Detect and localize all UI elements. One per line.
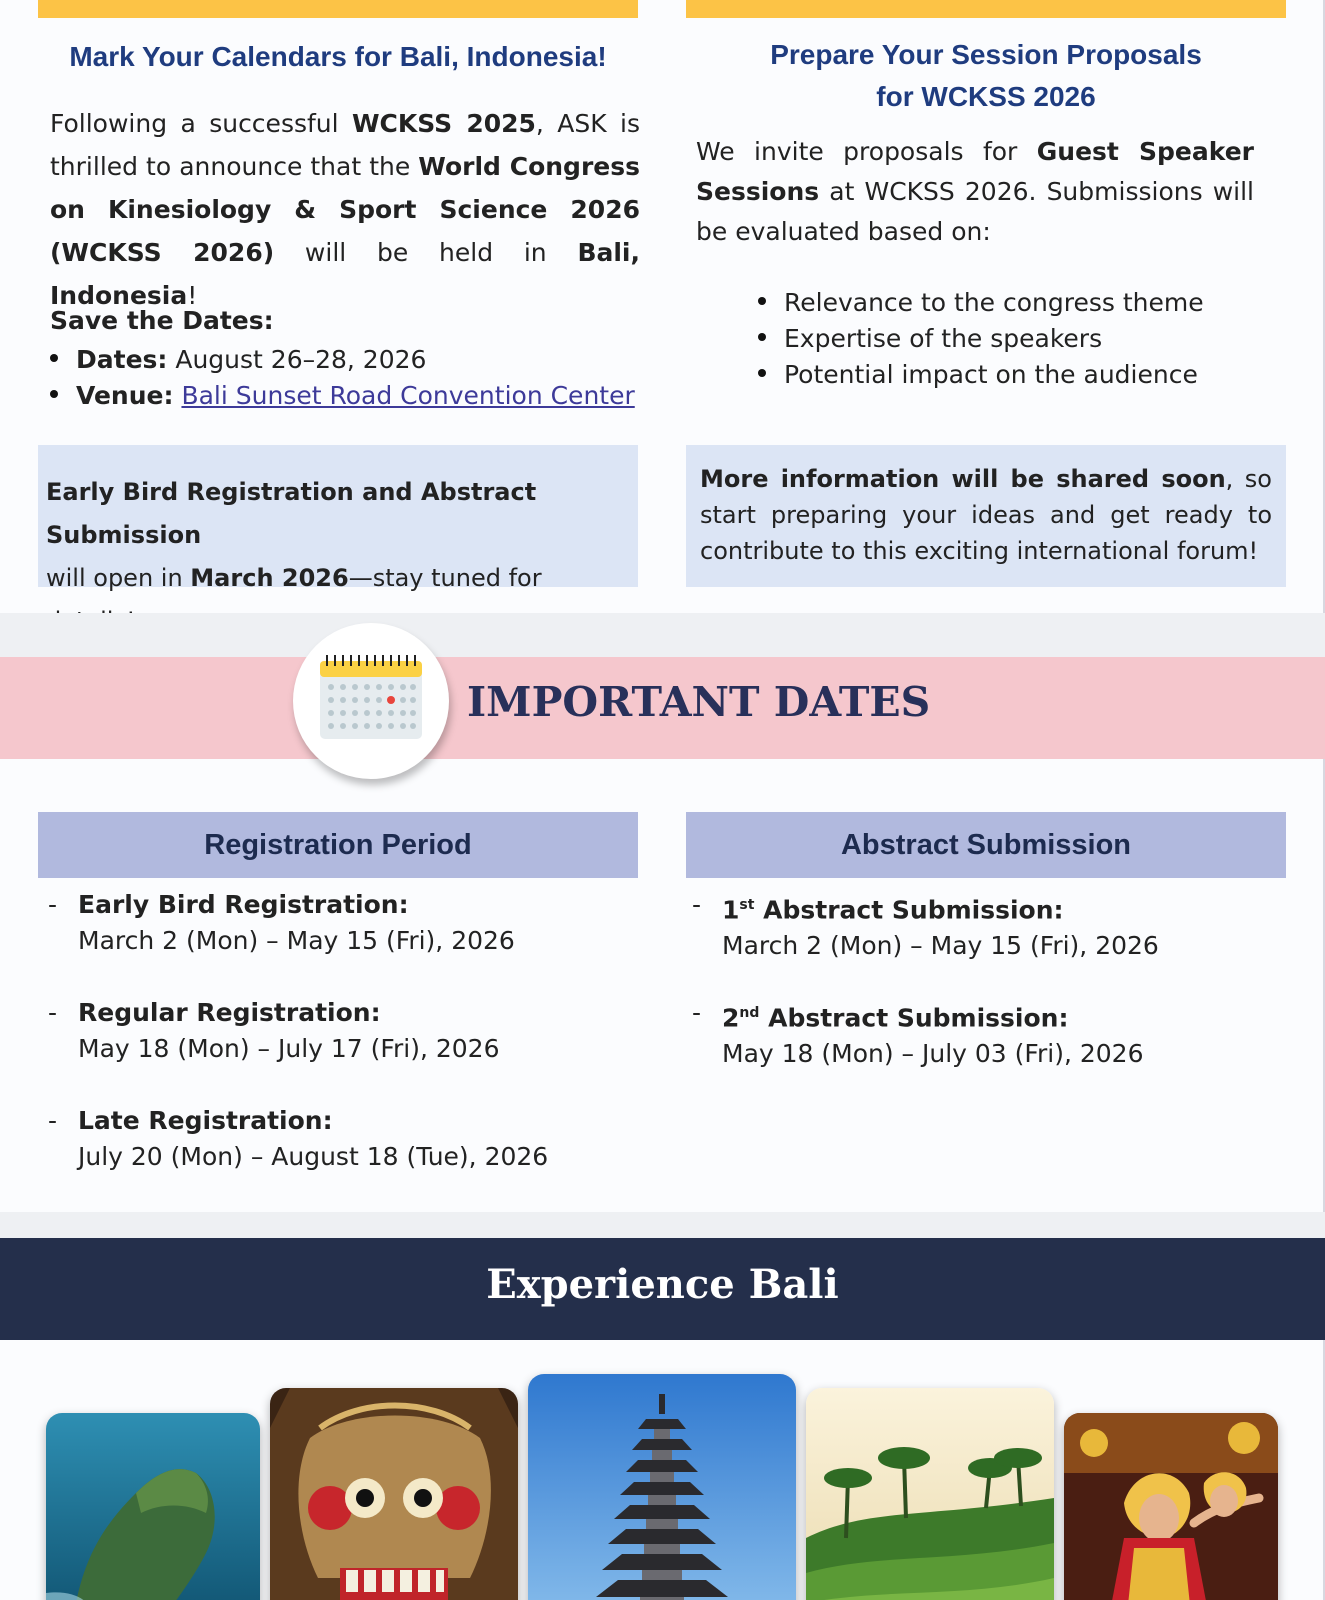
criteria-text: Potential impact on the audience [784,360,1198,389]
abstract-ordinal: st [739,897,755,913]
venue-bullet [50,378,635,414]
proposals-title [686,34,1286,118]
proposals-title-line1: Prepare Your Session Proposals [770,39,1202,70]
dates-value: August 26–28, 2026 [167,345,427,374]
dash-marker: - [692,998,702,1027]
registration-item [48,995,500,1067]
early-bird-notice [38,445,638,592]
registration-item [48,1103,549,1175]
abstract-label [722,887,1159,928]
notice-bold-month: March 2026 [190,564,349,592]
registration-dates: July 20 (Mon) – August 18 (Tue), 2026 [78,1142,549,1171]
registration-item [48,887,515,959]
abstract-item [692,995,1144,1072]
photo-temple-pagoda [528,1374,796,1600]
intro-bold-wckss2025: WCKSS 2025 [351,109,536,138]
abstract-label [722,995,1143,1036]
intro-bold-congress: World Congress on Kinesiology & Sport Science 2026 (WCKSS 2026) [50,152,641,267]
proposals-intro [696,132,1254,252]
calendar-icon [293,623,449,779]
dates-label: Dates: [76,345,168,374]
bullet-dot [758,297,766,305]
abstract-dates: March 2 (Mon) – May 15 (Fri), 2026 [722,931,1159,961]
calendars-intro [50,102,640,317]
abstract-ordinal: nd [739,1005,760,1021]
calendars-title: Mark Your Calendars for Bali, Indonesia! [69,41,607,72]
photo-coastal-cliff [46,1413,260,1600]
registration-label: Regular Registration: [78,998,381,1027]
abstract-label-text: Abstract Submission: [754,895,1064,925]
notice-text-2: —stay tuned for [348,564,542,592]
venue-link[interactable]: Bali Sunset Road Convention Center [181,381,635,410]
registration-label: Early Bird Registration: [78,890,409,919]
more-info-notice [686,445,1286,587]
registration-label: Late Registration: [78,1106,333,1135]
left-accent-bar [38,0,638,18]
notice-text: , so start preparing your ideas and get ready to contribute to this exciting international forum! [700,465,1272,565]
save-the-dates-heading: Save the Dates: [50,306,274,335]
notice-text-1: will open in [46,564,191,592]
criteria-item [758,285,1204,321]
important-dates-title: IMPORTANT DATES [467,678,931,726]
intro-text-2: , ASK is thrilled to announce that the [50,109,640,181]
intro-text-3: will be held in [274,238,578,267]
photo-barong-mask [270,1388,518,1600]
criteria-item [758,321,1102,357]
registration-period-heading: Registration Period [38,812,638,878]
bullet-dot [50,390,58,398]
notice-bold-early-bird: Early Bird Registration and Abstract Submission [46,478,537,549]
bullet-dot [50,354,58,362]
calendar-badge [293,623,449,779]
abstract-number: 1 [722,895,740,925]
proposals-text-2: at WCKSS 2026. Submissions will be evaluated based on: [696,177,1254,246]
proposals-title-line2: for WCKSS 2026 [876,81,1096,112]
dash-marker: - [48,998,58,1027]
bullet-dot [758,333,766,341]
proposals-bold-guest-sessions: Guest Speaker Sessions [696,137,1254,206]
abstract-dates: May 18 (Mon) – July 03 (Fri), 2026 [722,1039,1144,1069]
abstract-label-text: Abstract Submission: [759,1003,1069,1033]
photo-rice-terraces [806,1388,1054,1600]
abstract-submission-heading: Abstract Submission [686,812,1286,878]
experience-title: Experience Bali [486,1261,839,1308]
notice-bold-more-info: More information will be shared soon [700,465,1226,493]
intro-text-1: Following a successful [50,109,352,138]
registration-dates: May 18 (Mon) – July 17 (Fri), 2026 [78,1034,500,1063]
criteria-item [758,357,1198,393]
photo-balinese-dancers [1064,1413,1278,1600]
abstract-item [692,887,1159,964]
proposals-text-1: We invite proposals for [696,137,1037,166]
criteria-text: Relevance to the congress theme [784,288,1204,317]
intro-text-4: ! [187,281,198,310]
dash-marker: - [692,890,702,919]
dash-marker: - [48,890,58,919]
criteria-text: Expertise of the speakers [784,324,1103,353]
abstract-number: 2 [722,1003,740,1033]
dash-marker: - [48,1106,58,1135]
section-divider [0,1212,1325,1238]
venue-label: Venue: [76,381,174,410]
intro-bold-location: Bali, Indonesia [50,238,640,310]
registration-dates: March 2 (Mon) – May 15 (Fri), 2026 [78,926,515,955]
dates-bullet [50,342,426,378]
bullet-dot [758,369,766,377]
right-accent-bar [686,0,1286,18]
section-divider [0,613,1325,657]
